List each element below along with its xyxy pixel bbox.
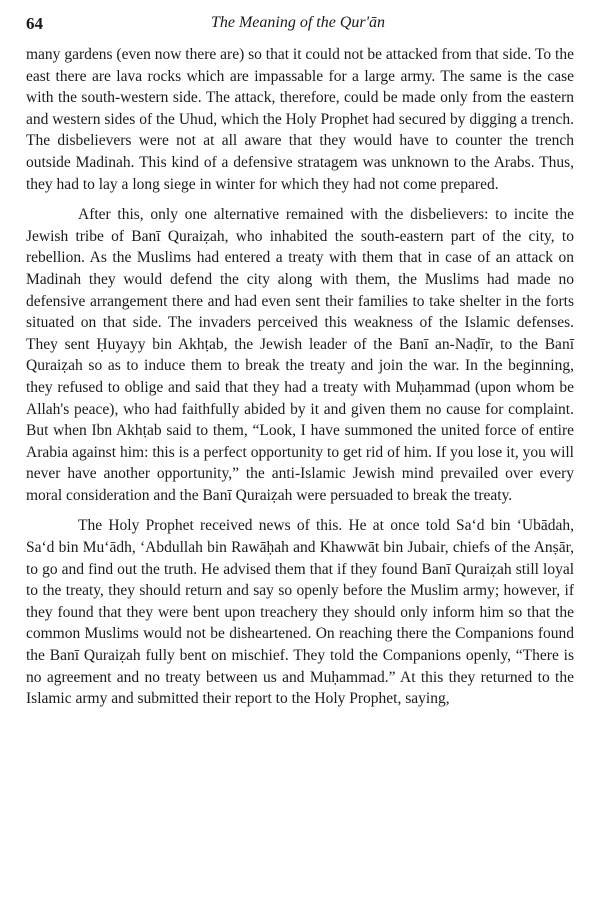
paragraph-3: The Holy Prophet received news of this. He at once told Sa‘d bin ‘Ubādah, Sa‘d bin Mu‘ādh, ‘Abdullah bin Rawāḥah and Khawwāt bin Jubair, chiefs of the Anṣār, to go and find out the truth. He advised them that if they found Banī Quraiẓah still loyal to the treaty, they should return and say so openly before the Muslim army; however, if they found that they were bent upon treachery they should only inform him so that the common Muslims would not be disheartened. On reaching there the Companions found the Banī Quraiẓah fully bent on mischief. They told the Companions openly, “There is no agreement and no treaty between us and Muḥammad.” At this they returned to the Islamic army and submitted their report to the Holy Prophet, saying, xyxy=(26,517,574,708)
running-title: The Meaning of the Qur'ān xyxy=(210,14,386,31)
body-text xyxy=(26,44,574,710)
paragraph-1: many gardens (even now there are) so that it could not be attacked from that side. To the east there are lava rocks which are impassable for a large army. The same is the case with the south-western side. The attack, therefore, could be made only from the eastern and western sides of the Uhud, which the Holy Prophet had secured by digging a trench. The disbelievers were not at all aware that they would have to counter the trench outside Madinah. This kind of a defensive stratagem was unknown to the Arabs. Thus, they had to lay a long siege in winter for which they had not come prepared. xyxy=(26,46,574,193)
paragraph-2: After this, only one alternative remained with the disbelievers: to incite the Jewish tribe of Banī Quraiẓah, who inhabited the south-eastern part of the city, to rebellion. As the Muslims had entered a treaty with them that in case of an attack on Madinah they would defend the city along with them, the Muslims had made no defensive arrangement there and had even sent their families to take shelter in the forts situated on that side. The invaders perceived this weakness of the Islamic defenses. They sent Ḥuyayy bin Akhṭab, the Jewish leader of the Banī an-Naḍīr, to the Banī Quraiẓah so as to induce them to break the treaty and join the war. In the beginning, they refused to oblige and said that they had a treaty with Muḥammad (upon whom be Allah's peace), who had faithfully abided by it and given them no cause for complaint. But when Ibn Akhṭab said to them, “Look, I have summoned the united force of entire Arabia against him: this is a perfect opportunity to get rid of him. If you lose it, you will never have another opportunity,” the anti-Islamic Jewish mind prevailed over every moral consideration and the Banī Quraiẓah were persuaded to break the treaty. xyxy=(26,206,574,504)
page-number: 64 xyxy=(26,14,43,33)
page-header xyxy=(26,14,570,38)
